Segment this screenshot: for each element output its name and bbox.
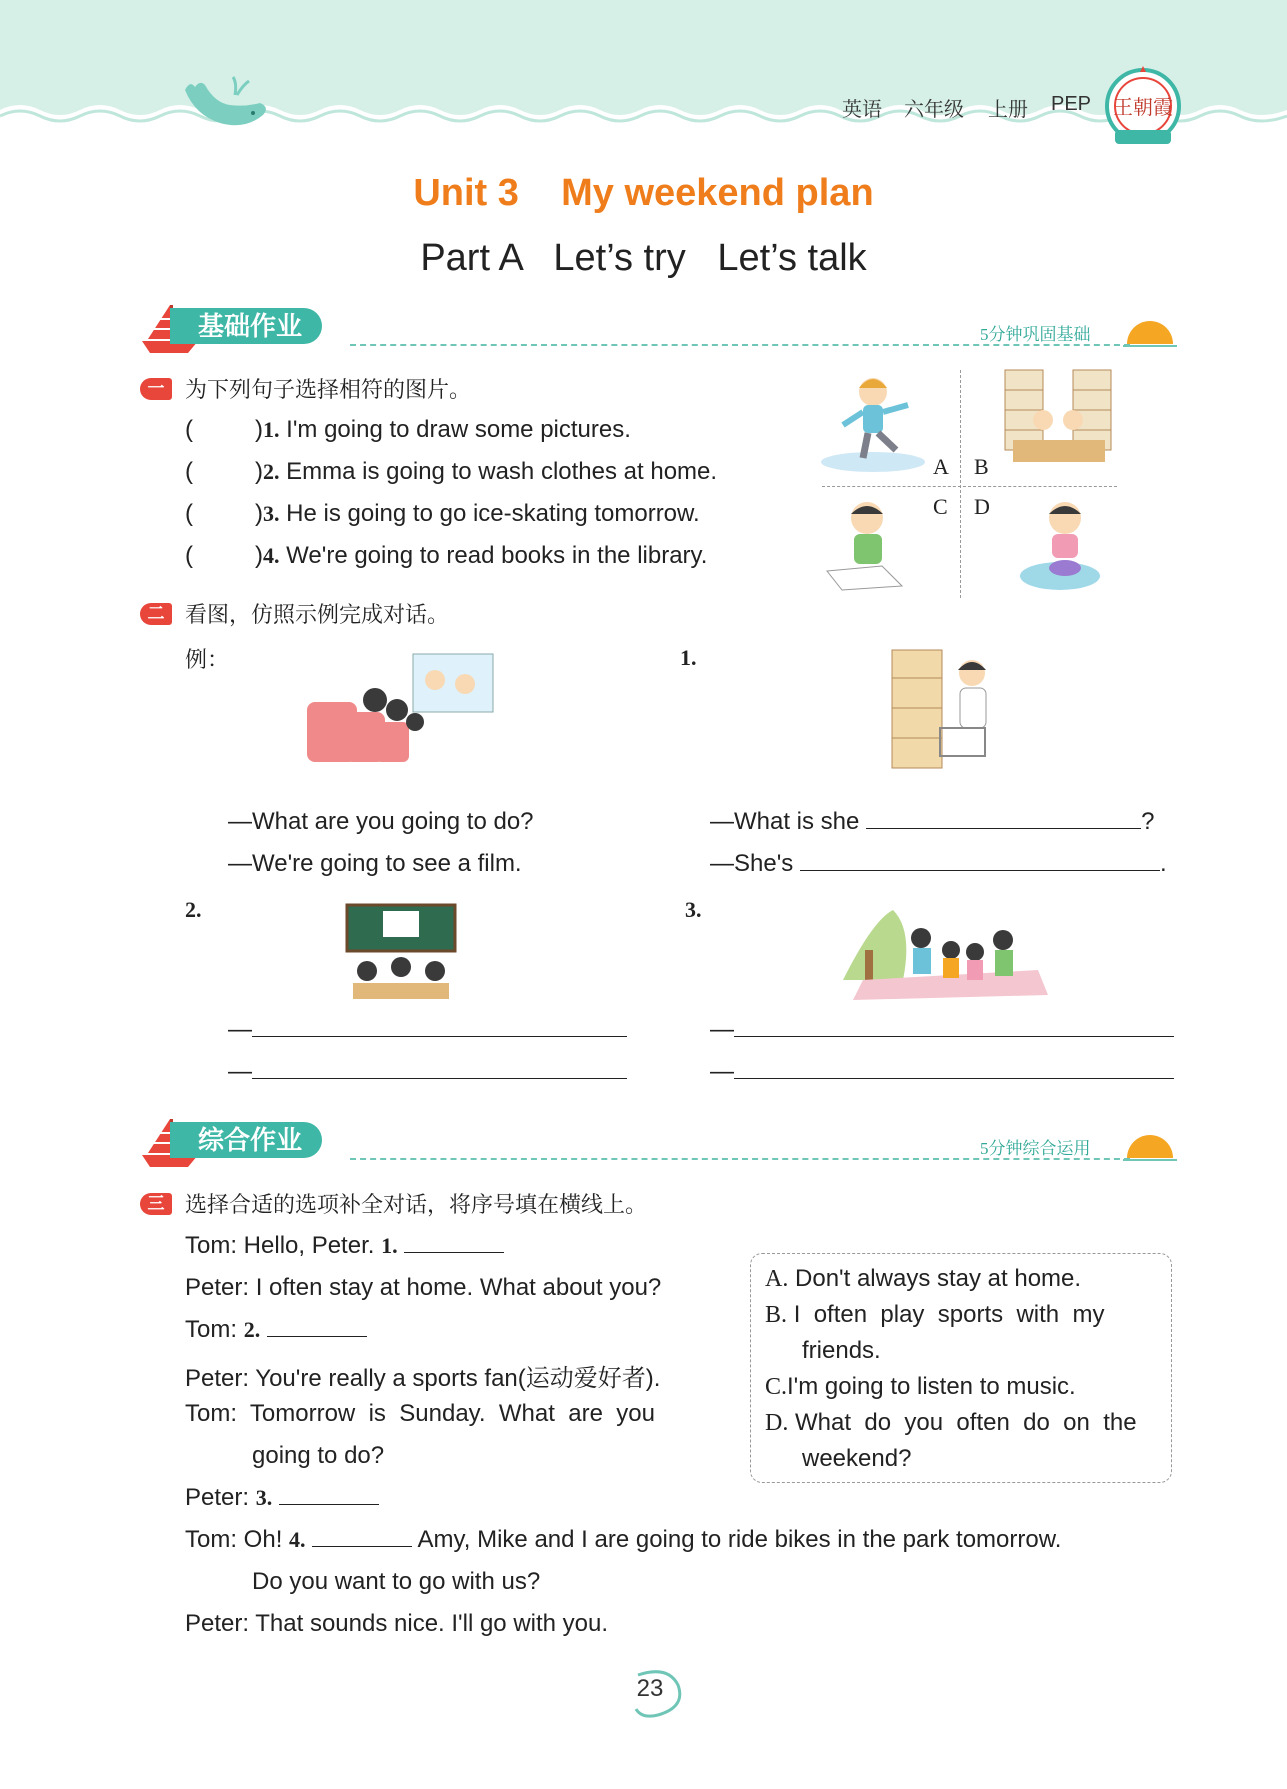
q2-item-2-line-1: — — [228, 1016, 627, 1044]
dialogue-line-2: Peter: I often stay at home. What about you? — [185, 1274, 662, 1301]
option-d: D. What do you often do on the — [765, 1409, 1137, 1436]
q1-instruction: 为下列句子选择相符的图片。 — [185, 377, 472, 402]
option-d-continued: weekend? — [802, 1445, 912, 1472]
q2-item-1-answer: —She's . — [710, 850, 1167, 877]
answer-blank[interactable] — [279, 1503, 379, 1505]
picture-grid-vertical-divider — [960, 370, 961, 598]
brand-badge-logo — [1103, 62, 1183, 150]
dialogue-line-3: Tom: 2. — [185, 1316, 367, 1344]
dialogue-line-8: Peter: That sounds nice. I'll go with you. — [185, 1610, 609, 1637]
header-grade: 六年级 — [904, 99, 964, 121]
q2-item-1-label: 1. — [680, 645, 697, 670]
page-number: 23 — [636, 1675, 664, 1702]
picture-cinema — [305, 652, 495, 772]
answer-blank[interactable] — [404, 1251, 504, 1253]
q2-item-2-label: 2. — [185, 897, 202, 922]
q2-example-answer: —We're going to see a film. — [228, 850, 522, 877]
answer-blank[interactable] — [800, 869, 1160, 871]
dialogue-line-5-continued: going to do? — [252, 1442, 385, 1469]
q1-item-2: ( )2. Emma is going to wash clothes at home. — [185, 458, 718, 485]
picture-label-c: C — [933, 494, 948, 519]
part-title: Part A Let’s try Let’s talk — [420, 237, 867, 279]
section-basic-note: 5分钟巩固基础 — [980, 325, 1091, 344]
option-a: A. Don't always stay at home. — [765, 1265, 1082, 1292]
q2-example-label: 例： — [185, 647, 230, 672]
answer-blank[interactable] — [252, 1035, 627, 1037]
picture-ice-skating — [818, 370, 928, 475]
q1-item-4: ( )4. We're going to read books in the library. — [185, 542, 708, 569]
question-number-3: 三 — [140, 1193, 172, 1215]
q1-item-1: ( )1. I'm going to draw some pictures. — [185, 416, 631, 443]
answer-blank[interactable] — [312, 1545, 412, 1547]
option-b-continued: friends. — [802, 1337, 881, 1364]
picture-picnic — [833, 900, 1051, 1002]
sun-icon — [1123, 1132, 1177, 1162]
picture-label-a: A — [933, 454, 949, 479]
picture-washing-clothes — [1010, 496, 1110, 596]
whale-icon — [175, 75, 275, 135]
q2-item-3-line-1: — — [710, 1016, 1174, 1044]
section-comprehensive-note: 5分钟综合运用 — [980, 1139, 1091, 1158]
svg-text:王朝霞: 王朝霞 — [1113, 95, 1173, 119]
picture-label-b: B — [974, 454, 989, 479]
answer-blank[interactable] — [734, 1035, 1174, 1037]
dialogue-line-6: Peter: 3. — [185, 1484, 379, 1512]
section-basic-label: 基础作业 — [170, 308, 322, 344]
header-subject: 英语 — [842, 99, 882, 121]
picture-library — [1003, 368, 1113, 468]
option-c: C.I'm going to listen to music. — [765, 1373, 1076, 1400]
dialogue-line-5: Tom: Tomorrow is Sunday. What are you — [185, 1400, 655, 1427]
picture-grid-horizontal-divider — [822, 486, 1117, 487]
sun-icon — [1123, 318, 1177, 348]
answer-blank[interactable] — [866, 827, 1141, 829]
q2-instruction: 看图，仿照示例完成对话。 — [185, 602, 450, 627]
q2-item-2-line-2: — — [228, 1058, 627, 1086]
q2-item-1-question: —What is she ? — [710, 808, 1155, 835]
section-comprehensive-label: 综合作业 — [170, 1122, 322, 1158]
q2-item-3-label: 3. — [685, 897, 702, 922]
dialogue-line-4: Peter: You're really a sports fan(运动爱好者). — [185, 1365, 661, 1392]
header-edition: PEP — [1051, 93, 1092, 115]
option-b: B. I often play sports with my — [765, 1301, 1105, 1328]
answer-blank[interactable] — [734, 1077, 1174, 1079]
answer-blank[interactable] — [252, 1077, 627, 1079]
header-volume: 上册 — [988, 99, 1028, 121]
picture-label-d: D — [974, 494, 990, 519]
unit-title: Unit 3 My weekend plan — [413, 172, 874, 214]
q3-instruction: 选择合适的选项补全对话，将序号填在横线上。 — [185, 1192, 648, 1217]
picture-supermarket — [890, 648, 1000, 773]
picture-classroom — [345, 903, 457, 1003]
q1-item-3: ( )3. He is going to go ice-skating tomorrow. — [185, 500, 700, 527]
dialogue-line-1: Tom: Hello, Peter. 1. — [185, 1232, 504, 1260]
question-number-1: 一 — [140, 378, 172, 400]
dialogue-line-7: Tom: Oh! 4. Amy, Mike and I are going to ride bikes in the park tomorrow. — [185, 1526, 1062, 1553]
q2-example-question: —What are you going to do? — [228, 808, 534, 835]
dialogue-line-7-continued: Do you want to go with us? — [252, 1568, 541, 1595]
q2-item-3-line-2: — — [710, 1058, 1174, 1086]
answer-blank[interactable] — [267, 1335, 367, 1337]
question-number-2: 二 — [140, 603, 172, 625]
picture-drawing — [822, 496, 922, 591]
